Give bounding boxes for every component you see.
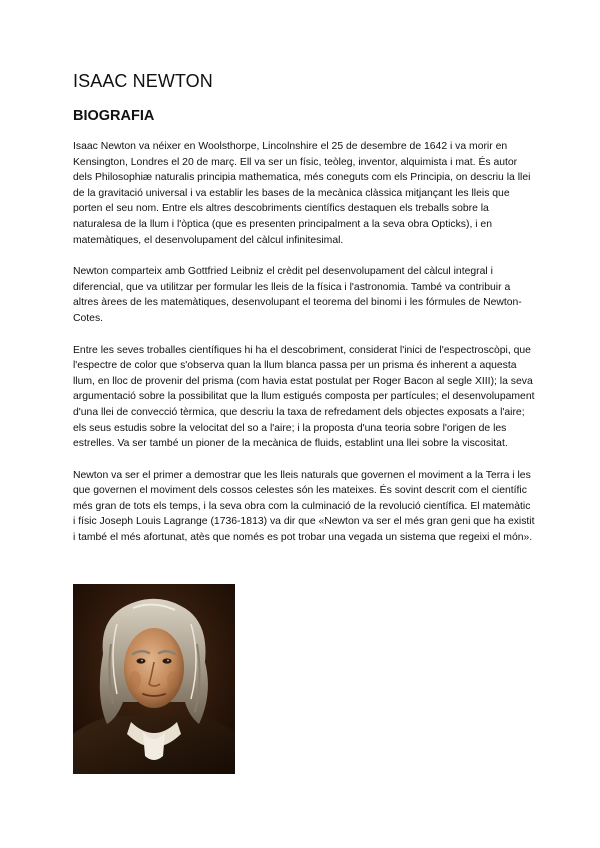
paragraph-calculus: Newton comparteix amb Gottfried Leibniz el crèdit pel desenvolupament del càlcul integral i diferencial, que va utilitzar per formular les lleis de la física i l'astronomia. També va contribuir a altres àrees de les matemàtiques, desenvolupant el teorema del binomi i les fórmules de Newton-Cotes. bbox=[73, 266, 522, 324]
paragraph-birth-and-works: Isaac Newton va néixer en Woolsthorpe, Lincolnshire el 25 de desembre de 1642 i va morir en Kensington, Londres el 20 de març. Ell va ser un físic, teòleg, inventor, alquimista i mat. És autor dels Philosophiæ naturalis principia mathematica, més coneguts com els Principia, on descriu la llei de la gravitació universal i va establir les bases de la mecànica clàssica mitjançant les lleis que porten el seu nom. Entre els altres descobriments científics destaquen els treballs sobre la naturalesa de la llum i l'òptica (que es presenten principalment a la seva obra Opticks), i en matemàtiques, el desenvolupament del càlcul infinitesimal. bbox=[73, 141, 531, 246]
paragraph-discoveries: Entre les seves troballes científiques hi ha el descobriment, considerat l'inici de l'espectroscòpi, que l'espectre de color que s'observa quan la llum blanca passa per un prisma és inherent a aquesta llum, en lloc de provenir del prisma (com havia estat postulat per Roger Bacon al segle XIII); la seva argumentació sobre la possibilitat que la llum estigués composta per partícules; el desenvolupament d'una llei de convecció tèrmica, que descriu la taxa de refredament dels objectes exposats a l'aire; els seus estudis sobre la velocitat del so a l'aire; i la proposta d'una teoria sobre l'origen de les estrelles. Va ser també un pioner de la mecànica de fluids, establint una llei sobre la viscositat. bbox=[73, 344, 535, 450]
document-title: ISAAC NEWTON bbox=[73, 71, 213, 91]
paragraph-legacy: Newton va ser el primer a demostrar que les lleis naturals que governen el moviment a la Terra i les que governen el moviment dels cossos celestes són les mateixes. És sovint descrit com el científic més gran de tots els temps, i la seva obra com la culminació de la revolució científica. El matemàtic i físic Joseph Louis Lagrange (1736-1813) va dir que «Newton va ser el més gran geni que ha existit i també el més afortunat, atès que només es pot trobar una vegada un sistema que regeixi el món». bbox=[73, 469, 535, 544]
biography-text bbox=[73, 139, 535, 562]
section-heading: BIOGRAFIA bbox=[73, 108, 155, 124]
newton-portrait bbox=[73, 584, 235, 774]
portrait-image bbox=[73, 584, 235, 774]
